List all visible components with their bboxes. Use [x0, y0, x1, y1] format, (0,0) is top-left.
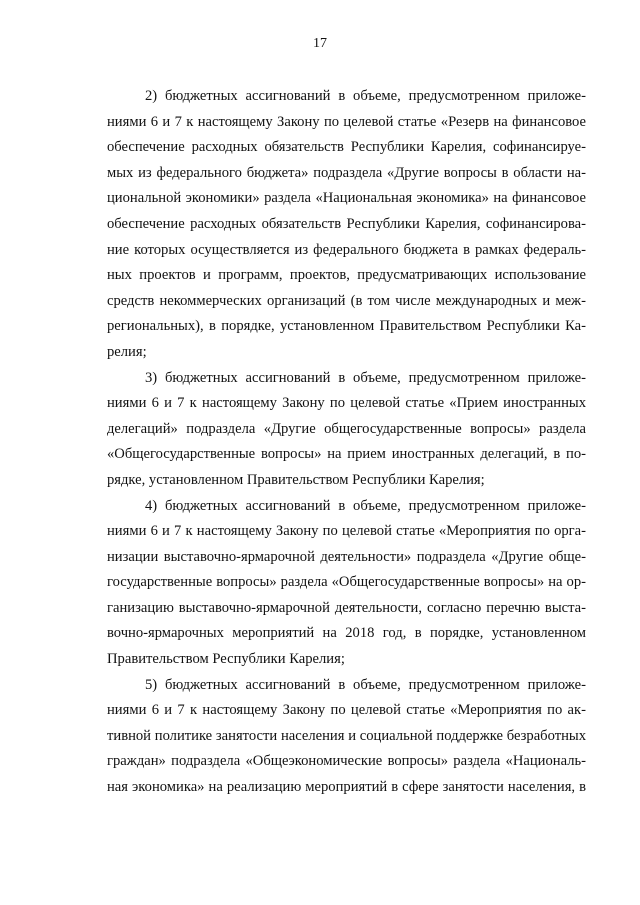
text-line: ниями 6 и 7 к настоящему Закону по целевой статье «Мероприятия по ак-: [107, 702, 586, 719]
text-line: ных проектов и программ, проектов, предусматривающих использование: [107, 267, 586, 284]
paragraph-item-3: [107, 366, 586, 494]
text-line: ная экономика» на реализацию мероприятий в сфере занятости населения, в: [107, 779, 586, 796]
text-line: средств некоммерческих организаций (в том числе международных и меж-: [107, 292, 586, 309]
text-line: 5) бюджетных ассигнований в объеме, предусмотренном приложе-: [145, 676, 586, 693]
page-number: 17: [313, 36, 327, 51]
text-line: рядке, установленном Правительством Республики Карелия;: [107, 471, 485, 488]
text-line: 4) бюджетных ассигнований в объеме, предусмотренном приложе-: [145, 497, 586, 514]
text-line: ниями 6 и 7 к настоящему Закону по целевой статье «Резерв на финансовое: [107, 113, 586, 130]
text-line: обеспечение расходных обязательств Республики Карелия, софинансирова-: [107, 215, 586, 232]
text-line: Правительством Республики Карелия;: [107, 651, 345, 668]
text-line: ние которых осуществляется из федерального бюджета в рамках федераль-: [107, 241, 586, 258]
text-line: государственные вопросы» раздела «Общегосударственные вопросы» на ор-: [107, 574, 586, 591]
text-line: обеспечение расходных обязательств Республики Карелия, софинансируе-: [107, 139, 586, 156]
document-body: [107, 84, 586, 801]
text-line: ниями 6 и 7 к настоящему Закону по целевой статье «Мероприятия по орга-: [107, 523, 586, 540]
text-line: граждан» подраздела «Общеэкономические вопросы» раздела «Националь-: [107, 753, 586, 770]
text-line: региональных), в порядке, установленном Правительством Республики Ка-: [107, 318, 586, 335]
text-line: циональной экономики» раздела «Национальная экономика» на финансовое: [107, 190, 586, 207]
text-line: вочно-ярмарочных мероприятий на 2018 год, в порядке, установленном: [107, 625, 586, 642]
paragraph-item-4: [107, 494, 586, 673]
text-line: релия;: [107, 343, 147, 360]
text-line: делегаций» подраздела «Другие общегосударственные вопросы» раздела: [107, 420, 586, 437]
text-line: 3) бюджетных ассигнований в объеме, предусмотренном приложе-: [145, 369, 586, 386]
text-line: ганизацию выставочно-ярмарочной деятельности, согласно перечню выста-: [107, 599, 586, 616]
paragraph-item-2: [107, 84, 586, 366]
paragraph-item-5: [107, 673, 586, 801]
text-line: низации выставочно-ярмарочной деятельности» подраздела «Другие обще-: [107, 548, 586, 565]
text-line: мых из федерального бюджета» подраздела «Другие вопросы в области на-: [107, 164, 586, 181]
text-line: ниями 6 и 7 к настоящему Закону по целевой статье «Прием иностранных: [107, 395, 586, 412]
text-line: 2) бюджетных ассигнований в объеме, предусмотренном приложе-: [145, 88, 586, 104]
text-line: «Общегосударственные вопросы» на прием иностранных делегаций, в по-: [107, 446, 586, 463]
text-line: тивной политике занятости населения и социальной поддержке безработных: [107, 727, 586, 744]
